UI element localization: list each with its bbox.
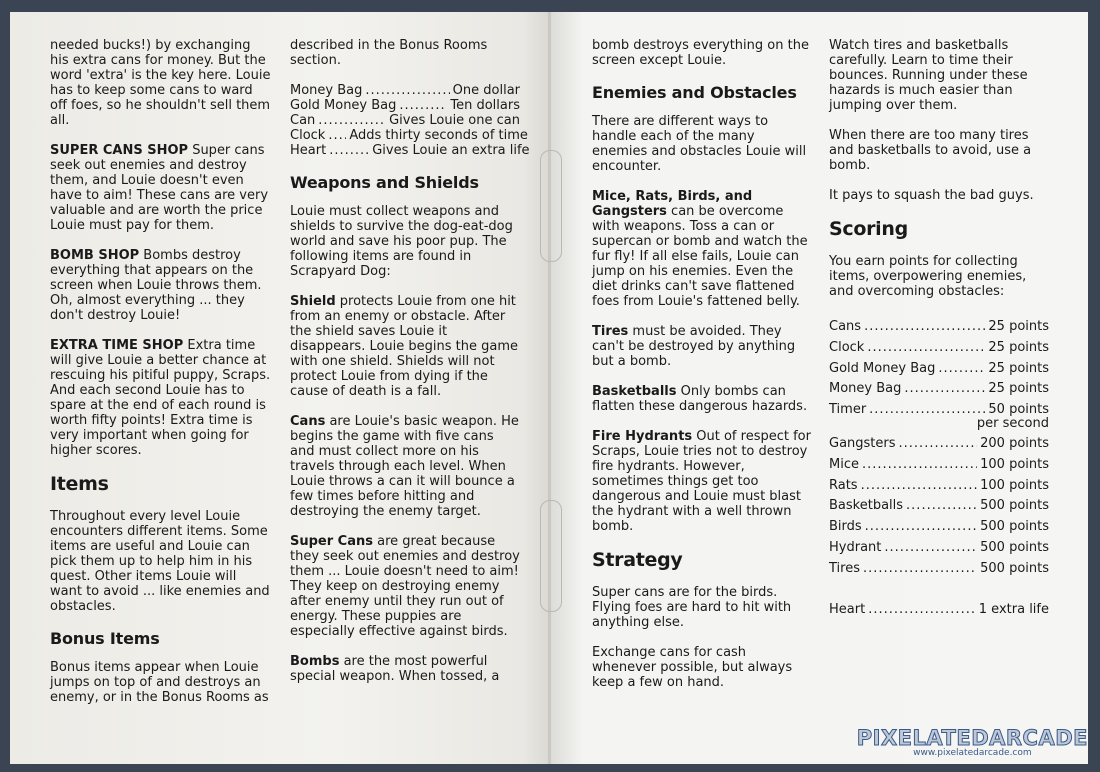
super-cans-paragraph — [290, 534, 520, 639]
paragraph: Bonus items appear when Louie jumps on top of and destroys an enemy, or in the Bonus Rooms as — [50, 660, 269, 705]
term: Tires — [592, 324, 629, 339]
body-text: can be overcome with weapons. Toss a can or supercan or bomb and watch the fur fly! If all else fails, Louie can jump on his enemies. Even the diet drinks can't save flattened foes from Louie's fattened belly. — [592, 204, 808, 309]
watermark-brand: PIXELATEDARCADE — [856, 726, 1088, 750]
paragraph: Louie must collect weapons and shields to survive the dog-eat-dog world and save his poor pup. The following items are found in Scrapyard Dog: — [290, 204, 513, 279]
score-item: Rats — [829, 477, 858, 493]
leader-dots — [869, 400, 985, 421]
shield-paragraph — [290, 294, 520, 399]
leader-dots — [938, 359, 985, 380]
extra-time-shop-paragraph — [50, 338, 272, 458]
score-row-heart — [829, 600, 1049, 621]
leader-dots — [904, 379, 985, 400]
score-item: Money Bag — [829, 381, 902, 397]
score-row — [829, 379, 1049, 400]
leader-dots — [865, 517, 977, 538]
paragraph: Super cans are for the birds. Flying foes are hard to hit with anything else. — [592, 585, 792, 630]
items-heading: Items — [50, 473, 109, 495]
left-column-1 — [50, 38, 272, 705]
leader-dots — [861, 476, 978, 497]
score-points: 1 extra life — [978, 601, 1049, 617]
leader-dots — [318, 113, 386, 128]
score-points: 100 points — [980, 477, 1049, 493]
item-value: Gives Louie one can — [389, 113, 520, 128]
score-item: Clock — [829, 339, 865, 355]
leader-dots — [884, 538, 977, 559]
score-row — [829, 338, 1049, 359]
body-text: protects Louie from one hit from an enemy or obstacle. After the shield saves Louie it disappears. Louie begins the game with one shield. Shields will not protect Louie from dying if the cause of death is a fall. — [290, 294, 519, 399]
paragraph: You earn points for collecting items, overpowering enemies, and overcoming obstacles: — [829, 254, 1027, 299]
bombs-paragraph — [290, 654, 520, 684]
score-row — [829, 455, 1049, 476]
score-row — [829, 517, 1049, 538]
term: Fire Hydrants — [592, 429, 693, 444]
paragraph: When there are too many tires and basketballs to avoid, use a bomb. — [829, 128, 1032, 173]
leader-dots — [863, 559, 977, 580]
leader-dots — [867, 338, 985, 359]
weapons-heading: Weapons and Shields — [290, 173, 479, 192]
body-text: Extra time will give Louie a better chance at rescuing his pitiful puppy, Scraps. And each second Louie has to spare at the end of each round is worth fifty points! Extra time is very important when going for higher scores. — [50, 338, 271, 458]
hydrants-paragraph — [592, 429, 814, 534]
watermark-url: www.pixelatedarcade.com — [913, 748, 1032, 758]
body-text: Bombs destroy everything that appears on the screen when Louie throws them. Oh, almost everything ... they don't destroy Louie! — [50, 248, 262, 323]
list-item — [290, 98, 520, 113]
score-item: Gangsters — [829, 435, 896, 451]
super-cans-shop-paragraph — [50, 143, 272, 233]
term: EXTRA TIME SHOP — [50, 338, 184, 353]
paragraph: needed bucks!) by exchanging his extra cans for money. But the word 'extra' is the key here. Louie has to keep some cans to ward off foes, so he shouldn't sell them all. — [50, 38, 271, 128]
tires-paragraph — [592, 324, 814, 369]
right-column-1 — [592, 38, 814, 690]
staple-bottom — [540, 500, 562, 612]
term: Mice, Rats, Birds, and Gangsters — [592, 189, 753, 219]
item-name: Clock — [290, 128, 326, 143]
body-text: are great because they seek out enemies and destroy them ... Louie doesn't need to aim! They keep on destroying enemy after enemy until they run out of energy. These puppies are especially effective against birds. — [290, 534, 520, 639]
term: Bombs — [290, 654, 340, 669]
score-points: 25 points — [988, 339, 1049, 355]
item-value: Adds thirty seconds of time — [349, 128, 528, 143]
term: BOMB SHOP — [50, 248, 140, 263]
term: Super Cans — [290, 534, 373, 549]
term: Basketballs — [592, 384, 677, 399]
paragraph: described in the Bonus Rooms section. — [290, 38, 488, 68]
body-text: Super cans seek out enemies and destroy them, and Louie doesn't even have to aim! These cans are very valuable and are worth the price Louie must pay for them. — [50, 143, 269, 233]
leader-dots — [906, 496, 977, 517]
list-item — [290, 143, 530, 158]
score-item: Heart — [829, 601, 866, 617]
paragraph: There are different ways to handle each of the many enemies and obstacles Louie will encounter. — [592, 114, 807, 174]
right-column-2 — [829, 38, 1049, 620]
score-item: Gold Money Bag — [829, 360, 936, 376]
list-item — [290, 128, 528, 143]
score-table — [829, 317, 1049, 620]
term: Shield — [290, 294, 336, 309]
leader-dots — [899, 434, 978, 455]
body-text: Out of respect for Scraps, Louie tries not to destroy fire hydrants. However, sometimes things get too dangerous and Louie must blast the hydrant with a well thrown bomb. — [592, 429, 811, 534]
score-points: 100 points — [980, 456, 1049, 472]
score-points: 500 points — [980, 560, 1049, 576]
timer-unit: per second — [976, 415, 1049, 431]
score-points: 50 points — [988, 402, 1049, 418]
leader-dots — [365, 83, 449, 98]
score-item: Hydrant — [829, 539, 882, 555]
score-points: 25 points — [988, 319, 1049, 334]
leader-dots — [328, 128, 346, 143]
term: SUPER CANS SHOP — [50, 143, 189, 158]
item-name: Gold Money Bag — [290, 98, 397, 113]
scoring-heading: Scoring — [829, 218, 908, 240]
score-row — [829, 434, 1049, 455]
bonus-items-list — [290, 83, 530, 158]
score-item: Basketballs — [829, 498, 904, 514]
leader-dots — [868, 600, 976, 621]
item-value: Ten dollars — [450, 98, 520, 113]
bomb-shop-paragraph — [50, 248, 272, 323]
body-text: are the most powerful special weapon. When tossed, a — [290, 654, 500, 684]
body-text: are Louie's basic weapon. He begins the game with five cans and must collect more on his travels through each level. When Louie throws a can it will bounce a few times before hitting and destroying the enemy target. — [290, 414, 519, 519]
leader-dots — [864, 317, 985, 338]
term: Cans — [290, 414, 326, 429]
strategy-heading: Strategy — [592, 549, 683, 571]
staple-top — [540, 150, 562, 262]
score-row — [829, 559, 1049, 580]
score-row — [829, 359, 1049, 380]
item-name: Can — [290, 113, 316, 128]
watermark — [857, 726, 1088, 758]
leader-dots — [399, 98, 447, 113]
score-points: 200 points — [980, 435, 1049, 451]
left-column-2 — [290, 38, 530, 684]
enemies-heading: Enemies and Obstacles — [592, 83, 797, 102]
score-item: Cans — [829, 319, 862, 334]
score-row — [829, 317, 1049, 338]
paragraph: Exchange cans for cash whenever possible, but always keep a few on hand. — [592, 645, 793, 690]
leader-dots — [329, 143, 369, 158]
score-item: Birds — [829, 519, 862, 535]
body-text: must be avoided. They can't be destroyed by anything but a bomb. — [592, 324, 796, 369]
score-item: Tires — [829, 560, 860, 576]
score-points: 25 points — [988, 381, 1049, 397]
list-item — [290, 83, 520, 98]
mice-paragraph — [592, 189, 814, 309]
item-name: Money Bag — [290, 83, 363, 98]
score-points: 500 points — [980, 519, 1049, 535]
score-row — [829, 476, 1049, 497]
basketballs-paragraph — [592, 384, 814, 414]
score-item: Timer — [829, 402, 867, 418]
item-value: One dollar — [452, 83, 520, 98]
score-row — [829, 538, 1049, 559]
score-points: 25 points — [988, 360, 1049, 376]
score-item: Mice — [829, 456, 859, 472]
leader-dots — [862, 455, 977, 476]
score-row — [829, 496, 1049, 517]
body-text: Only bombs can flatten these dangerous hazards. — [592, 384, 808, 414]
list-item — [290, 113, 520, 128]
paragraph: It pays to squash the bad guys. — [829, 188, 1034, 203]
item-value: Gives Louie an extra life — [372, 143, 530, 158]
paragraph: bomb destroys everything on the screen except Louie. — [592, 38, 809, 68]
cans-paragraph — [290, 414, 520, 519]
score-points: 500 points — [980, 539, 1049, 555]
item-name: Heart — [290, 143, 327, 158]
paragraph: Throughout every level Louie encounters different items. Some items are useful and Louie can pick them up to help him in his quest. Other items Louie will want to avoid ... like enemies and obstacles. — [50, 509, 270, 614]
paragraph: Watch tires and basketballs carefully. Learn to time their bounces. Running under these hazards is much easier than jumping over them. — [829, 38, 1028, 113]
bonus-items-heading: Bonus Items — [50, 629, 160, 648]
score-points: 500 points — [980, 498, 1049, 514]
